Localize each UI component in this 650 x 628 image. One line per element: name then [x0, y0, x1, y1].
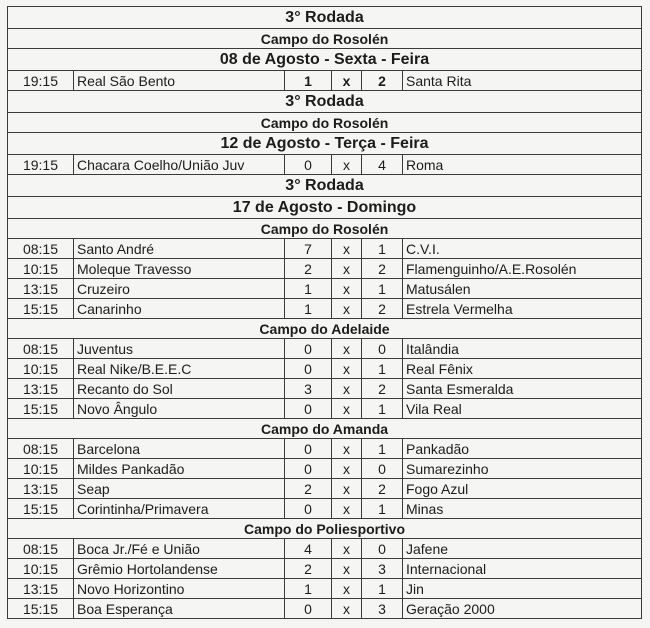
away-score: 0: [362, 339, 403, 359]
round-date-header: 3° Rodada: [8, 7, 642, 29]
header-row: [8, 133, 642, 155]
away-team: Jafene: [403, 539, 642, 559]
home-score: 1: [285, 71, 332, 91]
away-team: C.V.I.: [403, 239, 642, 259]
home-score: 3: [285, 379, 332, 399]
match-row: [8, 239, 642, 259]
away-score: 2: [362, 479, 403, 499]
match-row: [8, 155, 642, 175]
match-row: [8, 279, 642, 299]
header-row: [8, 29, 642, 49]
match-row: [8, 399, 642, 419]
match-time: 15:15: [8, 499, 74, 519]
away-score: 1: [362, 279, 403, 299]
away-team: Minas: [403, 499, 642, 519]
round-date-header: 12 de Agosto - Terça - Feira: [8, 133, 642, 155]
header-row: [8, 519, 642, 539]
field-header: Campo do Adelaide: [8, 319, 642, 339]
header-row: [8, 113, 642, 133]
away-score: 0: [362, 539, 403, 559]
schedule-sheet: [7, 6, 641, 619]
away-score: 4: [362, 155, 403, 175]
schedule-table: [7, 6, 642, 619]
versus-mark: x: [332, 579, 362, 599]
versus-mark: x: [332, 439, 362, 459]
header-row: [8, 419, 642, 439]
away-team: Santa Rita: [403, 71, 642, 91]
home-score: 2: [285, 559, 332, 579]
home-team: Canarinho: [74, 299, 285, 319]
match-time: 13:15: [8, 379, 74, 399]
match-row: [8, 339, 642, 359]
match-time: 08:15: [8, 439, 74, 459]
away-score: 1: [362, 579, 403, 599]
field-header: Campo do Rosolén: [8, 113, 642, 133]
match-time: 19:15: [8, 155, 74, 175]
match-time: 13:15: [8, 479, 74, 499]
schedule-body: [8, 7, 642, 619]
away-team: Estrela Vermelha: [403, 299, 642, 319]
away-score: 2: [362, 259, 403, 279]
versus-mark: x: [332, 155, 362, 175]
away-score: 2: [362, 71, 403, 91]
match-row: [8, 459, 642, 479]
round-date-header: 17 de Agosto - Domingo: [8, 197, 642, 219]
match-time: 15:15: [8, 599, 74, 619]
home-score: 0: [285, 459, 332, 479]
home-team: Santo André: [74, 239, 285, 259]
home-team: Real São Bento: [74, 71, 285, 91]
away-team: Internacional: [403, 559, 642, 579]
away-team: Roma: [403, 155, 642, 175]
away-score: 3: [362, 559, 403, 579]
home-score: 0: [285, 499, 332, 519]
away-score: 1: [362, 399, 403, 419]
match-time: 15:15: [8, 299, 74, 319]
home-team: Barcelona: [74, 439, 285, 459]
home-team: Boca Jr./Fé e União: [74, 539, 285, 559]
home-team: Cruzeiro: [74, 279, 285, 299]
header-row: [8, 175, 642, 197]
home-team: Juventus: [74, 339, 285, 359]
versus-mark: x: [332, 599, 362, 619]
header-row: [8, 197, 642, 219]
match-time: 10:15: [8, 459, 74, 479]
home-team: Moleque Travesso: [74, 259, 285, 279]
versus-mark: x: [332, 459, 362, 479]
header-row: [8, 7, 642, 29]
home-score: 0: [285, 599, 332, 619]
away-team: Matusálen: [403, 279, 642, 299]
match-time: 08:15: [8, 539, 74, 559]
away-score: 1: [362, 439, 403, 459]
match-row: [8, 299, 642, 319]
away-team: Real Fênix: [403, 359, 642, 379]
home-score: 7: [285, 239, 332, 259]
away-score: 0: [362, 459, 403, 479]
away-score: 2: [362, 299, 403, 319]
away-score: 2: [362, 379, 403, 399]
versus-mark: x: [332, 479, 362, 499]
home-team: Recanto do Sol: [74, 379, 285, 399]
versus-mark: x: [332, 71, 362, 91]
versus-mark: x: [332, 339, 362, 359]
versus-mark: x: [332, 259, 362, 279]
away-team: Jin: [403, 579, 642, 599]
home-score: 0: [285, 439, 332, 459]
away-team: Fogo Azul: [403, 479, 642, 499]
match-row: [8, 259, 642, 279]
match-time: 13:15: [8, 579, 74, 599]
home-team: Chacara Coelho/União Juv: [74, 155, 285, 175]
match-row: [8, 579, 642, 599]
match-time: 19:15: [8, 71, 74, 91]
home-team: Seap: [74, 479, 285, 499]
versus-mark: x: [332, 299, 362, 319]
field-header: Campo do Amanda: [8, 419, 642, 439]
home-team: Boa Esperança: [74, 599, 285, 619]
match-time: 10:15: [8, 359, 74, 379]
match-time: 15:15: [8, 399, 74, 419]
away-team: Geração 2000: [403, 599, 642, 619]
match-row: [8, 599, 642, 619]
header-row: [8, 49, 642, 71]
match-time: 10:15: [8, 259, 74, 279]
versus-mark: x: [332, 379, 362, 399]
home-team: Grêmio Hortolandense: [74, 559, 285, 579]
match-time: 10:15: [8, 559, 74, 579]
home-score: 2: [285, 479, 332, 499]
versus-mark: x: [332, 239, 362, 259]
field-header: Campo do Poliesportivo: [8, 519, 642, 539]
match-row: [8, 539, 642, 559]
home-score: 0: [285, 155, 332, 175]
home-score: 0: [285, 399, 332, 419]
home-score: 1: [285, 279, 332, 299]
match-time: 08:15: [8, 239, 74, 259]
away-team: Sumarezinho: [403, 459, 642, 479]
home-score: 1: [285, 579, 332, 599]
versus-mark: x: [332, 559, 362, 579]
home-score: 4: [285, 539, 332, 559]
header-row: [8, 219, 642, 239]
header-row: [8, 319, 642, 339]
round-date-header: 3° Rodada: [8, 175, 642, 197]
match-time: 08:15: [8, 339, 74, 359]
header-row: [8, 91, 642, 113]
home-score: 2: [285, 259, 332, 279]
away-score: 1: [362, 359, 403, 379]
versus-mark: x: [332, 539, 362, 559]
home-team: Novo Horizontino: [74, 579, 285, 599]
away-team: Santa Esmeralda: [403, 379, 642, 399]
match-row: [8, 439, 642, 459]
home-team: Novo Ângulo: [74, 399, 285, 419]
home-team: Corintinha/Primavera: [74, 499, 285, 519]
match-row: [8, 359, 642, 379]
away-team: Pankadão: [403, 439, 642, 459]
versus-mark: x: [332, 359, 362, 379]
home-team: Real Nike/B.E.E.C: [74, 359, 285, 379]
field-header: Campo do Rosolén: [8, 219, 642, 239]
versus-mark: x: [332, 499, 362, 519]
away-score: 1: [362, 499, 403, 519]
away-score: 1: [362, 239, 403, 259]
home-score: 1: [285, 299, 332, 319]
match-row: [8, 479, 642, 499]
home-score: 0: [285, 359, 332, 379]
field-header: Campo do Rosolén: [8, 29, 642, 49]
home-score: 0: [285, 339, 332, 359]
round-date-header: 08 de Agosto - Sexta - Feira: [8, 49, 642, 71]
away-score: 3: [362, 599, 403, 619]
match-time: 13:15: [8, 279, 74, 299]
versus-mark: x: [332, 399, 362, 419]
home-team: Mildes Pankadão: [74, 459, 285, 479]
away-team: Flamenguinho/A.E.Rosolén: [403, 259, 642, 279]
match-row: [8, 499, 642, 519]
match-row: [8, 71, 642, 91]
away-team: Vila Real: [403, 399, 642, 419]
match-row: [8, 379, 642, 399]
away-team: Italândia: [403, 339, 642, 359]
versus-mark: x: [332, 279, 362, 299]
match-row: [8, 559, 642, 579]
round-date-header: 3° Rodada: [8, 91, 642, 113]
